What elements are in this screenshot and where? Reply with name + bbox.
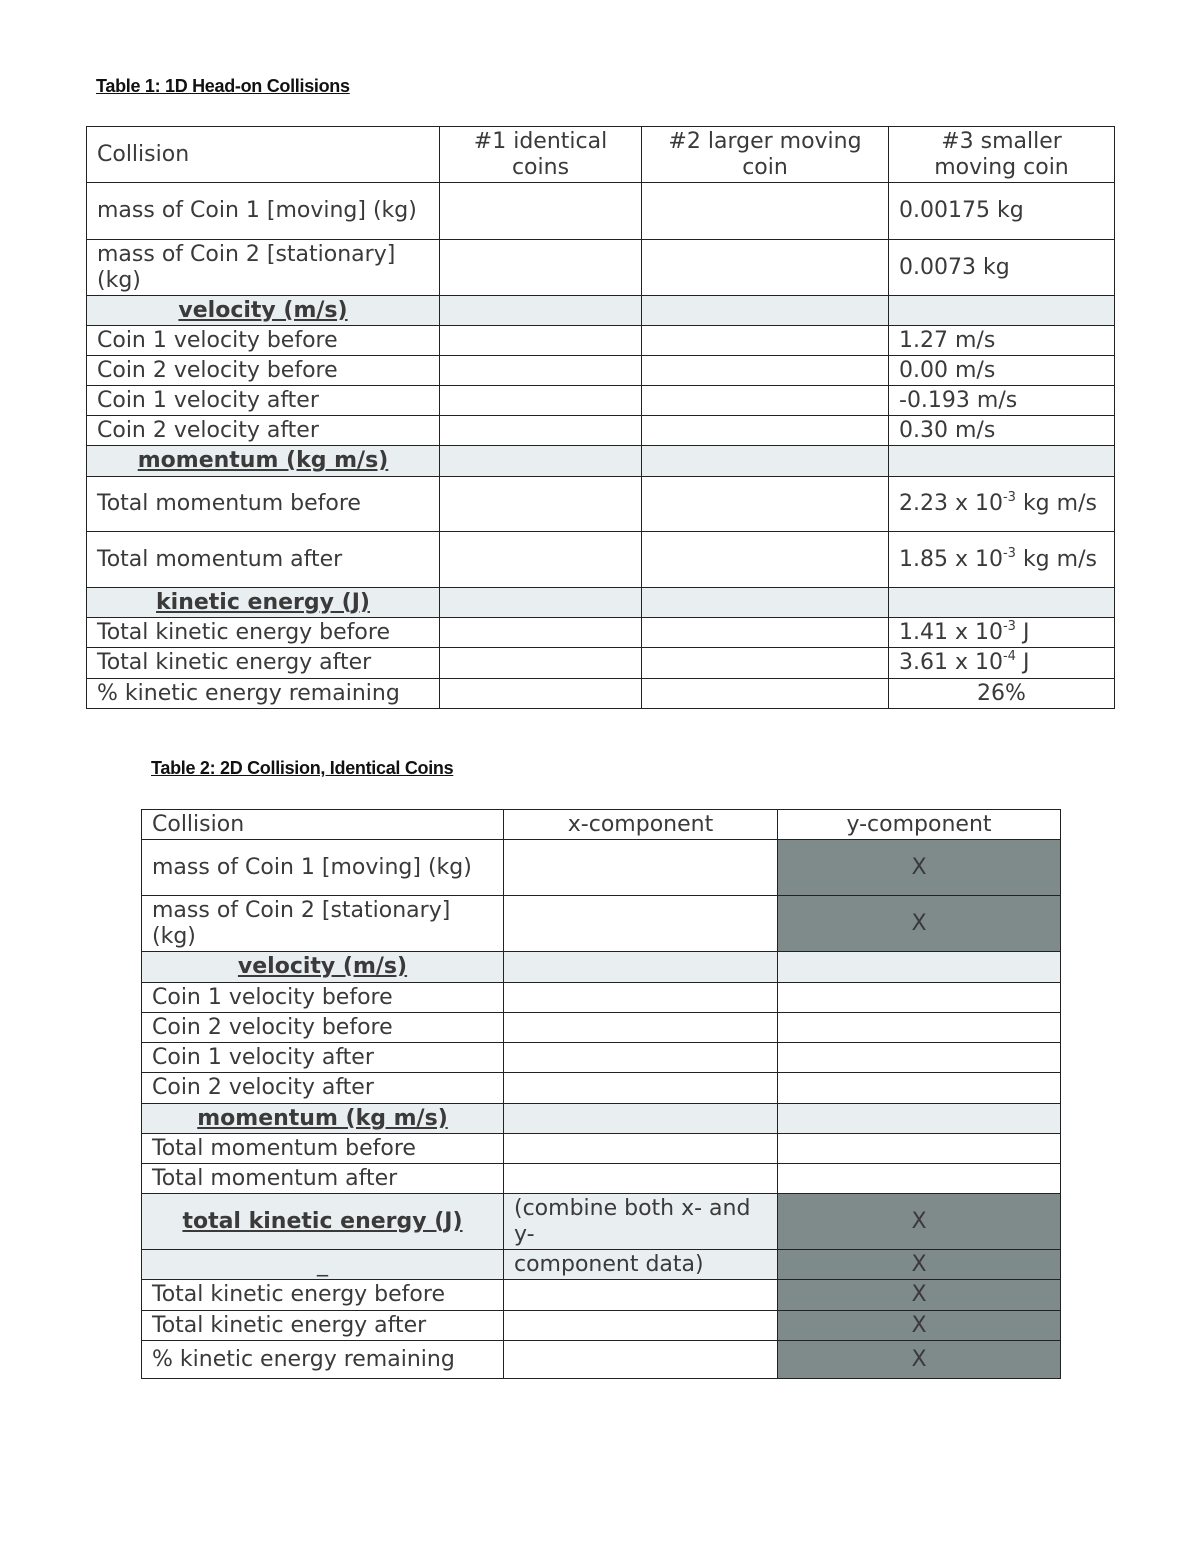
table-row [142,1013,1061,1043]
section-heading-kinetic-energy: kinetic energy (J) [87,588,440,618]
row-label: Coin 1 velocity before [142,983,504,1013]
blocked-cell: X [778,896,1061,952]
row-label: Coin 1 velocity after [87,386,440,416]
input-cell[interactable] [642,326,889,356]
table-row [87,326,1115,356]
value-unit: J [1015,619,1030,645]
section-blank [440,588,642,618]
value-cell: 0.00 m/s [889,356,1115,386]
section-row [142,1104,1061,1134]
row-label: Total momentum after [142,1164,504,1194]
input-cell[interactable] [440,679,642,709]
table1-header-collision: Collision [87,127,440,183]
section-row [87,446,1115,477]
value-mantissa: 1.41 x 10 [899,619,1003,645]
input-cell[interactable] [504,1164,778,1194]
section-blank [889,446,1115,477]
table-row [142,1073,1061,1104]
input-cell[interactable] [440,648,642,679]
value-cell: -0.193 m/s [889,386,1115,416]
input-cell[interactable] [642,648,889,679]
value-mantissa: 1.85 x 10 [899,546,1003,572]
input-cell[interactable] [440,477,642,532]
input-cell[interactable] [642,618,889,648]
input-cell[interactable] [642,240,889,296]
section-blank [889,296,1115,326]
input-cell[interactable] [778,983,1061,1013]
section-row [87,588,1115,618]
row-label: Total kinetic energy after [142,1311,504,1341]
input-cell[interactable] [778,1013,1061,1043]
input-cell[interactable] [504,1013,778,1043]
blocked-cell: X [778,1194,1061,1250]
row-label: % kinetic energy remaining [87,679,440,709]
row-label: mass of Coin 1 [moving] (kg) [87,183,440,240]
input-cell[interactable] [778,1134,1061,1164]
section-row [142,1194,1061,1250]
section-heading-velocity: velocity (m/s) [87,296,440,326]
table-row [142,840,1061,896]
input-cell[interactable] [440,416,642,446]
table-1d-collisions [86,126,1115,709]
table-row [87,183,1115,240]
value-exponent: -3 [1002,490,1016,505]
input-cell[interactable] [440,386,642,416]
section-heading-velocity: velocity (m/s) [142,952,504,983]
value-unit: J [1015,650,1030,675]
input-cell[interactable] [440,183,642,240]
value-unit: kg m/s [1015,491,1097,516]
table-row [87,416,1115,446]
value-exponent: -3 [1002,618,1016,634]
table-row [87,679,1115,709]
value-exponent: -3 [1002,545,1016,561]
table-row [87,648,1115,679]
input-cell[interactable] [642,532,889,588]
section-row [87,296,1115,326]
row-label: Total kinetic energy before [142,1280,504,1311]
input-cell[interactable] [440,240,642,296]
row-label: Coin 2 velocity after [142,1073,504,1104]
table-row [87,356,1115,386]
row-label: % kinetic energy remaining [142,1341,504,1379]
input-cell[interactable] [642,356,889,386]
section-blank [440,446,642,477]
table-row [142,1311,1061,1341]
blocked-cell: X [778,1341,1061,1379]
section-blank [440,296,642,326]
section-blank [889,588,1115,618]
table-row [142,1043,1061,1073]
section-blank [778,1104,1061,1134]
input-cell[interactable] [642,477,889,532]
input-cell[interactable] [642,386,889,416]
ke-blank-mark: _ [142,1250,504,1280]
input-cell[interactable] [642,679,889,709]
section-blank [642,588,889,618]
section-row [142,952,1061,983]
value-cell: 26% [889,679,1115,709]
input-cell[interactable] [642,416,889,446]
blocked-cell: X [778,1311,1061,1341]
table-row [142,896,1061,952]
table2-header-y: y-component [778,810,1061,840]
section-blank [778,952,1061,983]
table-row [142,983,1061,1013]
ke-note-line-1: (combine both x- and y- [504,1194,778,1250]
section-blank [504,1104,778,1134]
row-label: mass of Coin 2 [stationary] (kg) [87,240,440,296]
value-cell [889,648,1115,679]
input-cell[interactable] [504,840,778,896]
section-heading-total-kinetic-energy: total kinetic energy (J) [142,1194,504,1250]
row-label: Total momentum after [87,532,440,588]
blocked-cell: X [778,1250,1061,1280]
table-row [142,1341,1061,1379]
input-cell[interactable] [504,983,778,1013]
table-row [142,1164,1061,1194]
table1-header-col2: #2 larger moving coin [642,127,889,183]
input-cell[interactable] [504,1341,778,1379]
row-label: mass of Coin 2 [stationary] (kg) [142,896,504,952]
row-label: Total momentum before [87,477,440,532]
input-cell[interactable] [504,1134,778,1164]
value-mantissa: 3.61 x 10 [899,650,1003,675]
input-cell[interactable] [440,356,642,386]
input-cell[interactable] [504,1043,778,1073]
blocked-cell: X [778,1280,1061,1311]
value-cell: 0.0073 kg [889,240,1115,296]
input-cell[interactable] [778,1073,1061,1104]
table2-header-x: x-component [504,810,778,840]
input-cell[interactable] [440,618,642,648]
table2-header-collision: Collision [142,810,504,840]
table-row [142,1134,1061,1164]
input-cell[interactable] [504,1311,778,1341]
table2-caption: Table 2: 2D Collision, Identical Coins [151,758,454,778]
value-cell [889,477,1115,532]
value-mantissa: 2.23 x 10 [899,491,1003,516]
section-blank [642,296,889,326]
input-cell[interactable] [504,1073,778,1104]
table1-header-col1: #1 identical coins [440,127,642,183]
row-label: Coin 1 velocity after [142,1043,504,1073]
table1-header-col3: #3 smaller moving coin [889,127,1115,183]
input-cell[interactable] [642,183,889,240]
table-row [87,618,1115,648]
input-cell[interactable] [778,1043,1061,1073]
section-heading-momentum: momentum (kg m/s) [87,446,440,477]
table-row [87,532,1115,588]
input-cell[interactable] [504,896,778,952]
section-blank [642,446,889,477]
row-label: Coin 1 velocity before [87,326,440,356]
row-label: mass of Coin 1 [moving] (kg) [142,840,504,896]
blocked-cell: X [778,840,1061,896]
ke-note-line-2: component data) [504,1250,778,1280]
table-row [87,477,1115,532]
table2-header-row [142,810,1061,840]
row-label: Total momentum before [142,1134,504,1164]
table-row [87,240,1115,296]
input-cell[interactable] [440,532,642,588]
table-row [142,1280,1061,1311]
input-cell[interactable] [778,1164,1061,1194]
input-cell[interactable] [440,326,642,356]
row-label: Coin 2 velocity after [87,416,440,446]
table-row [87,386,1115,416]
value-cell: 0.00175 kg [889,183,1115,240]
input-cell[interactable] [504,1280,778,1311]
value-cell: 0.30 m/s [889,416,1115,446]
value-exponent: -4 [1002,649,1016,664]
table-2d-collision [141,809,1061,1379]
section-blank [504,952,778,983]
table1-header-row [87,127,1115,183]
value-cell: 1.27 m/s [889,326,1115,356]
section-heading-momentum: momentum (kg m/s) [142,1104,504,1134]
value-unit: kg m/s [1015,546,1097,572]
value-cell [889,618,1115,648]
row-label: Total kinetic energy before [87,618,440,648]
value-cell [889,532,1115,588]
table1-caption: Table 1: 1D Head-on Collisions [96,76,350,96]
section-row [142,1250,1061,1280]
row-label: Coin 2 velocity before [87,356,440,386]
row-label: Coin 2 velocity before [142,1013,504,1043]
row-label: Total kinetic energy after [87,648,440,679]
